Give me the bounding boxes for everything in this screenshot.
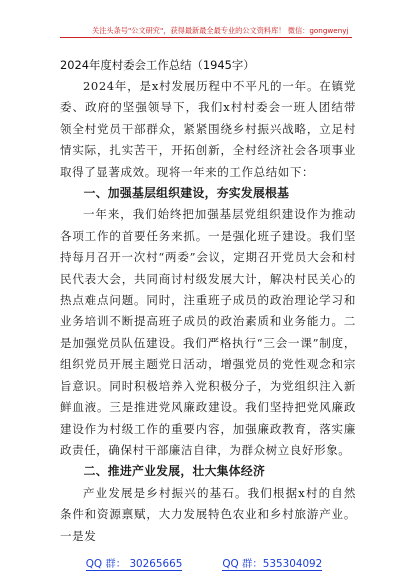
footer-contacts <box>0 558 408 571</box>
document-body <box>60 76 356 547</box>
section-1-paragraph: 一年来，我们始终把加强基层党组织建设作为推动各项工作的首要任务来抓。一是强化班子建设。我们坚持每月召开一次村“两委”会议，定期召开党员大会和村民代表大会，共同商讨村级发展大计，解决村民关心的热点难点问题。同时，注重班子成员的政治理论学习和业务培训不断提高班子成员的政治素质和业务能力。二是加强党员队伍建设。我们严格执行“三会一课”制度，组织党员开展主题党日活动，增强党员的党性观念和宗旨意识。同时积极培养入党积极分子，为党组织注入新鲜血液。三是推进党风廉政建设。我们坚持把党风廉政建设作为村级工作的重要内容，加强廉政教育，落实廉政责任，确保村干部廉洁自律，为群众树立良好形象。 <box>60 207 356 457</box>
section-heading-2: 二、推进产业发展，壮大集体经济 <box>83 464 266 479</box>
qq-group-link-2[interactable]: QQ 群：535304092 <box>222 558 323 570</box>
header-divider <box>60 37 352 38</box>
qq-group-link-1[interactable]: QQ 群： 30265665 <box>85 558 183 570</box>
document-title: 2024年度村委会工作总结（1945字） <box>60 58 255 72</box>
section-heading-1: 一、加强基层组织建设，夯实发展根基 <box>83 186 290 201</box>
header-promo-note: 关注头条号"公文研究"，获得最新最全最专业的公文资料库！ 微信：gongwenyj <box>92 26 349 35</box>
section-2-paragraph: 产业发展是乡村振兴的基石。我们根据x村的自然条件和资源禀赋，大力发展特色农业和乡村旅游产业。一是发 <box>60 485 356 543</box>
intro-paragraph: 2024年，是x村发展历程中不平凡的一年。在镇党委、政府的坚强领导下，我们x村村委会一班人团结带领全村党员干部群众，紧紧围绕乡村振兴战略，立足村情实际，扎实苦干，开拓创新，全村经济社会各项事业取得了显著成效。现将一年来的工作总结如下： <box>60 79 356 179</box>
